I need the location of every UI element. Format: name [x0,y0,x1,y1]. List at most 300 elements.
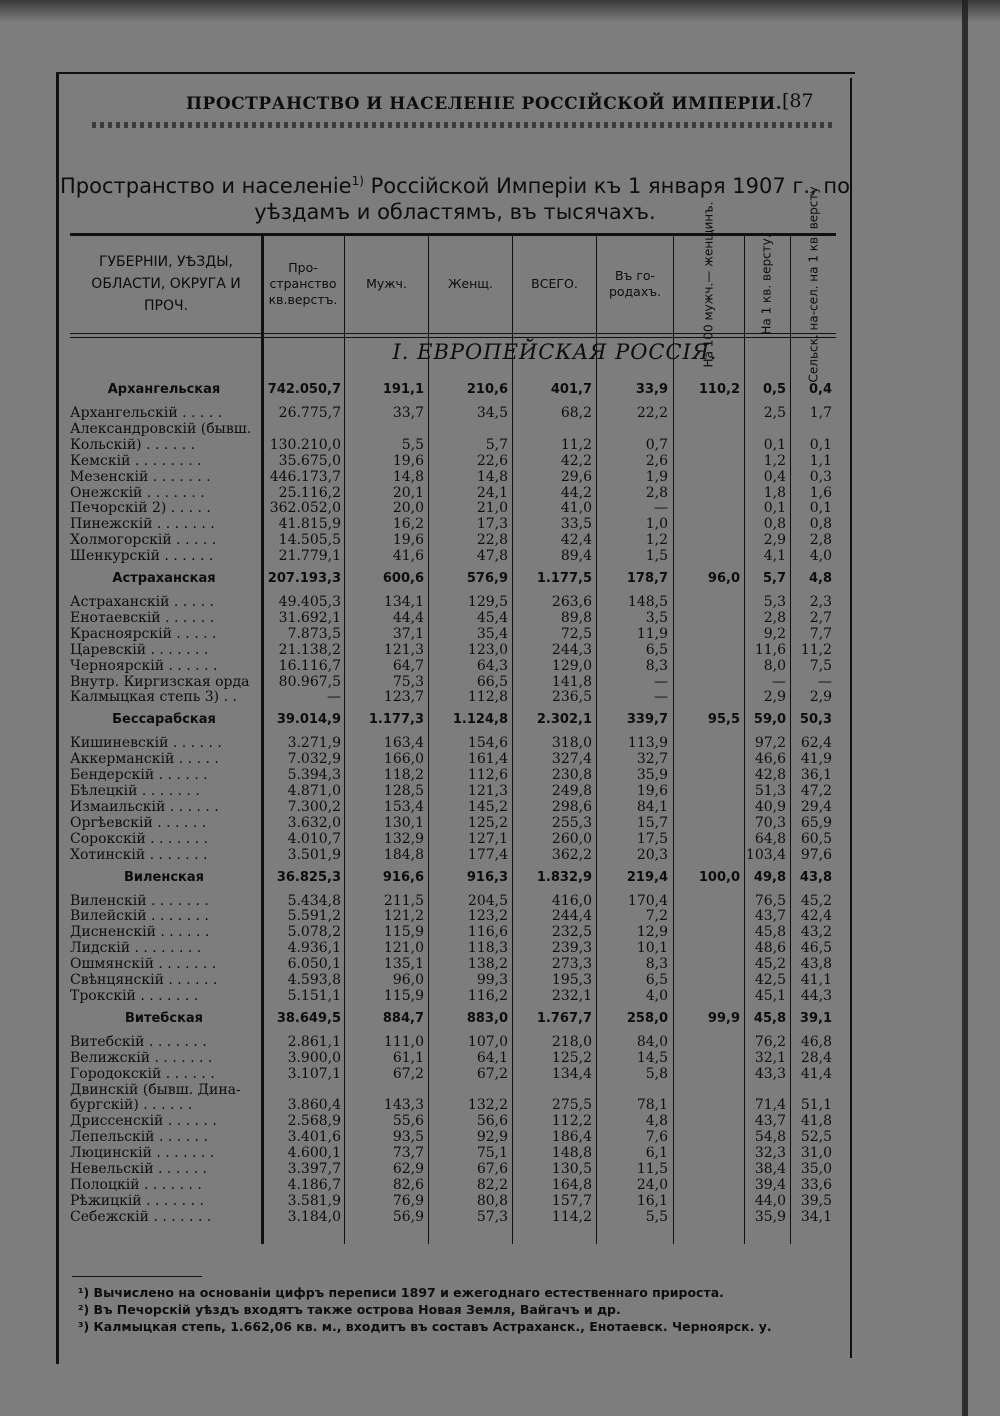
cell-rural: 2,7 [809,609,832,626]
cell-rural: 42,4 [800,908,832,925]
cell-women: 161,4 [467,751,508,768]
cell-rural: 39,5 [800,1192,832,1209]
cell-men: 33,7 [392,405,424,421]
cell-density: 35,9 [754,1208,786,1225]
cell-men: 884,7 [382,1010,424,1026]
cell-cities: 8,3 [645,657,668,674]
cell-area: 3.860,4 [287,1097,341,1114]
cell-total: 1.832,9 [536,869,592,885]
cell-total: 275,5 [551,1097,592,1114]
district-row [70,1097,836,1114]
district-row [70,610,836,627]
cell-total: 29,6 [560,468,592,485]
cell-cities: 20,3 [636,846,668,863]
row-name: Полоцкій . . . . . . . [70,1176,202,1193]
cell-rural: 60,5 [800,830,832,847]
cell-men: 75,3 [392,673,424,690]
header-ratio [674,201,744,367]
cell-area: 5.434,8 [287,892,341,909]
cell-density: 0,5 [762,382,786,397]
wavy-rule [92,122,832,128]
page-frame-right [850,78,852,1358]
district-row [70,485,836,502]
cell-rural: 33,6 [800,1176,832,1193]
row-name: Дисненскій . . . . . . [70,924,210,941]
cell-women: 45,4 [476,609,508,626]
row-name: Калмыцкая степь 3) . . [70,689,237,706]
cell-area: 7.032,9 [287,751,341,768]
cell-rural: 2,8 [809,532,832,549]
cell-rural: 4,8 [808,571,832,586]
cell-rural: 28,4 [800,1049,832,1066]
cell-density: 44,0 [754,1192,786,1209]
cell-density: 0,1 [763,436,786,453]
cell-men: 163,4 [383,735,424,752]
cell-rural: 46,8 [800,1033,832,1050]
cell-rural: 41,9 [800,751,832,768]
cell-rural: 41,8 [800,1113,832,1130]
cell-women: 22,6 [476,452,508,469]
header-density-text: На 1 кв. версту. [760,233,775,335]
row-name: Виленскій . . . . . . . [70,892,209,909]
cell-women: 64,3 [476,657,508,674]
cell-ratio: 95,5 [707,712,740,728]
cell-density: 5,3 [763,594,786,610]
footnote-rule [72,1276,202,1277]
cell-density: 2,9 [763,689,786,706]
cell-total: 255,3 [551,814,592,831]
header-name [72,236,260,332]
cell-density: 54,8 [754,1129,786,1146]
cell-women: 56,6 [476,1113,508,1130]
cell-total: 1.767,7 [536,1010,592,1026]
cell-cities: 1,9 [645,468,668,485]
cell-area: 38.649,5 [276,1010,341,1026]
cell-total: 89,8 [560,609,592,626]
cell-total: 239,3 [551,940,592,957]
row-name: Вилейскій . . . . . . . [70,908,209,925]
row-name: Виленская [124,869,204,885]
cell-area: 21.779,1 [278,548,341,565]
cell-men: 14,8 [392,468,424,485]
cell-density: 38,4 [754,1161,786,1177]
cell-area: 742.050,7 [267,382,341,397]
cell-cities: 19,6 [636,783,668,799]
district-row [70,1177,836,1194]
cell-total: 157,7 [551,1192,592,1209]
cell-total: 327,4 [551,751,592,768]
cell-area: 49.405,3 [278,594,341,610]
cell-rural: 46,5 [800,940,832,957]
province-row [70,869,836,886]
cell-total: 33,5 [560,516,592,533]
cell-cities: 1,2 [645,532,668,549]
row-name: Дриссенскій . . . . . . [70,1113,217,1130]
cell-men: 56,9 [392,1208,424,1225]
cell-women: 116,2 [467,987,508,1004]
district-row [70,1082,836,1099]
cell-men: 118,2 [383,767,424,784]
cell-density: 43,3 [754,1065,786,1082]
district-row [70,689,836,706]
district-row [70,767,836,784]
cell-men: 184,8 [383,846,424,863]
cell-total: 416,0 [551,892,592,909]
cell-total: 318,0 [551,735,592,752]
cell-density: 1,2 [763,452,786,469]
cell-men: 5,5 [401,436,424,453]
cell-total: 2.302,1 [536,712,592,728]
cell-area: 6.050,1 [287,956,341,973]
row-name: Онежскій . . . . . . . [70,484,205,501]
row-name: Холмогорскій . . . . . [70,532,217,549]
cell-rural: 41,1 [800,972,832,988]
cell-area: 4.010,7 [287,830,341,847]
cell-cities: 258,0 [626,1010,668,1026]
row-name: Витебская [124,1010,204,1026]
cell-area: 14.505,5 [278,532,341,549]
section-heading: I. ЕВРОПЕЙСКАЯ РОССІЯ. [392,340,718,364]
header-density [745,233,790,335]
province-row [70,381,836,398]
header-ratio-text: На 100 мужч.— женщинъ. [701,201,716,367]
cell-total: 260,0 [551,830,592,847]
cell-rural: 0,1 [809,500,832,517]
scan-top-shadow [0,0,1000,22]
cell-area: 2.861,1 [287,1033,341,1050]
cell-cities: 78,1 [636,1097,668,1114]
row-name: Витебскій . . . . . . . [70,1033,207,1050]
cell-area: 5.394,3 [287,767,341,784]
cell-area: 80.967,5 [278,673,341,690]
district-row [70,847,836,864]
header-rural-density [791,186,836,382]
cell-total: 72,5 [560,625,592,642]
district-row [70,532,836,549]
cell-total: 298,6 [551,798,592,815]
cell-men: 132,9 [383,830,424,847]
cell-women: 17,3 [476,516,508,533]
cell-area: 26.775,7 [278,405,341,421]
cell-total: 148,8 [551,1145,592,1162]
cell-rural: 0,8 [809,516,832,533]
cell-total: 195,3 [551,972,592,988]
cell-rural: — [818,673,832,690]
cell-total: 112,2 [551,1113,592,1130]
row-name: Кишиневскій . . . . . . [70,735,222,752]
cell-men: 67,2 [392,1065,424,1082]
cell-men: 115,9 [383,987,424,1004]
cell-total: 263,6 [551,594,592,610]
cell-women: 64,1 [476,1049,508,1066]
cell-cities: 32,7 [636,751,668,768]
cell-men: 121,3 [383,641,424,658]
cell-total: 164,8 [551,1176,592,1193]
row-name: Красноярскій . . . . . [70,625,217,642]
cell-rural: 45,2 [800,892,832,909]
cell-cities: 6,5 [645,641,668,658]
cell-density: 76,5 [754,892,786,909]
cell-total: 218,0 [551,1033,592,1050]
cell-area: 21.138,2 [278,641,341,658]
cell-ratio: 110,2 [698,382,740,397]
district-row [70,751,836,768]
row-name: Ошмянскій . . . . . . . [70,956,217,973]
district-row [70,405,836,422]
cell-women: 107,0 [467,1033,508,1050]
cell-rural: 43,2 [800,924,832,941]
cell-women: 5,7 [485,436,508,453]
cell-area: 31.692,1 [278,609,341,626]
title-footnote-ref: 1) [351,174,364,188]
cell-women: 67,6 [476,1161,508,1177]
cell-women: 576,9 [466,571,508,586]
cell-women: 138,2 [467,956,508,973]
cell-cities: 11,5 [636,1161,668,1177]
cell-cities: 8,3 [645,956,668,973]
header-area [262,236,344,332]
cell-cities: 5,5 [645,1208,668,1225]
district-row [70,1034,836,1051]
cell-women: 22,8 [476,532,508,549]
cell-rural: 44,3 [800,987,832,1004]
cell-rural: 34,1 [800,1208,832,1225]
cell-density: 0,1 [763,500,786,517]
cell-density: 51,3 [754,783,786,799]
cell-men: 134,1 [383,594,424,610]
district-row [70,642,836,659]
row-name: Внутр. Киргизская орда [70,673,250,690]
row-name: Кольскій) . . . . . . [70,436,196,453]
page-number: [87 [782,90,814,112]
row-name: Царевскій . . . . . . . [70,641,209,658]
district-row [70,735,836,752]
cell-men: 20,0 [392,500,424,517]
cell-total: 89,4 [560,548,592,565]
cell-men: 135,1 [383,956,424,973]
cell-women: 121,3 [467,783,508,799]
cell-men: 111,0 [383,1033,424,1050]
cell-area: 446.173,7 [269,468,341,485]
cell-rural: 43,8 [800,956,832,973]
cell-cities: 1,5 [645,548,668,565]
cell-density: 5,7 [762,571,786,586]
cell-men: 41,6 [392,548,424,565]
cell-women: 123,0 [467,641,508,658]
district-row [70,799,836,816]
cell-total: 1.177,5 [536,571,592,586]
title-part-a: Пространство и населеніе [60,174,352,198]
cell-women: 82,2 [476,1176,508,1193]
cell-density: 49,8 [753,869,786,885]
cell-men: 64,7 [392,657,424,674]
row-name: Велижскій . . . . . . . [70,1049,213,1066]
cell-total: 130,5 [551,1161,592,1177]
district-row [70,658,836,675]
row-name: Свѣнцянскій . . . . . . [70,972,218,988]
row-name: Бендерскій . . . . . . [70,767,208,784]
row-name: Сорокскій . . . . . . . [70,830,208,847]
cell-cities: — [654,500,668,517]
row-name: бургскій) . . . . . . [70,1097,193,1114]
district-row [70,1209,836,1226]
district-row [70,437,836,454]
row-name: Архангельскій . . . . . [70,405,223,421]
cell-rural: 0,4 [808,382,832,397]
district-row [70,421,836,438]
cell-rural: 36,1 [800,767,832,784]
footnote-3: ³) Калмыцкая степь, 1.662,06 кв. м., входитъ въ составъ Астраханск., Енотаевск. Черноярск. у. [78,1319,772,1334]
row-name: Астраханскій . . . . . [70,594,214,610]
cell-men: 20,1 [392,484,424,501]
header-women [429,236,512,332]
row-name: Аккерманскій . . . . . [70,751,219,768]
cell-total: 11,2 [560,436,592,453]
footnote-2: ²) Въ Печорскій уѣздъ входятъ также острова Новая Земля, Вайгачъ и др. [78,1302,621,1317]
cell-area: 39.014,9 [276,712,341,728]
district-row [70,1113,836,1130]
cell-area: 4.600,1 [287,1145,341,1162]
cell-density: 48,6 [754,940,786,957]
district-row [70,626,836,643]
province-row [70,570,836,587]
cell-density: 2,8 [763,609,786,626]
cell-cities: 33,9 [635,382,668,397]
cell-cities: 4,8 [645,1113,668,1130]
cell-men: 19,6 [392,452,424,469]
cell-density: 45,1 [754,987,786,1004]
cell-total: 232,1 [551,987,592,1004]
cell-men: 44,4 [392,609,424,626]
district-row [70,783,836,800]
cell-rural: 65,9 [800,814,832,831]
cell-rural: 31,0 [800,1145,832,1162]
cell-total: 141,8 [551,673,592,690]
cell-women: 112,8 [467,689,508,706]
cell-women: 1.124,8 [452,712,508,728]
cell-area: 35.675,0 [278,452,341,469]
cell-total: 232,5 [551,924,592,941]
cell-cities: 12,9 [636,924,668,941]
cell-cities: 148,5 [627,594,668,610]
cell-men: 153,4 [383,798,424,815]
cell-women: 204,5 [467,892,508,909]
running-head [60,90,840,120]
cell-ratio: 96,0 [707,571,740,586]
cell-cities: 7,2 [645,908,668,925]
row-name: Мезенскій . . . . . . . [70,468,211,485]
cell-men: 19,6 [392,532,424,549]
cell-women: 883,0 [466,1010,508,1026]
cell-rural: 0,3 [809,468,832,485]
cell-men: 73,7 [392,1145,424,1162]
cell-men: 600,6 [382,571,424,586]
cell-density: 11,6 [754,641,786,658]
cell-cities: 2,6 [645,452,668,469]
cell-men: 62,9 [392,1161,424,1177]
header-total-text: ВСЕГО. [531,276,578,291]
cell-women: 75,1 [476,1145,508,1162]
cell-cities: 84,1 [636,798,668,815]
cell-total: 273,3 [551,956,592,973]
cell-area: 5.151,1 [287,987,341,1004]
row-name: Архангельская [107,382,221,397]
district-row [70,988,836,1005]
cell-rural: 29,4 [800,798,832,815]
cell-area: 3.184,0 [287,1208,341,1225]
cell-women: 24,1 [476,484,508,501]
cell-cities: 14,5 [636,1049,668,1066]
row-name: Городокскій . . . . . . [70,1065,215,1082]
row-name: Хотинскій . . . . . . . [70,846,208,863]
cell-men: 76,9 [392,1192,424,1209]
row-name: Себежскій . . . . . . . [70,1208,212,1225]
district-row [70,1050,836,1067]
cell-total: 362,2 [551,846,592,863]
district-row [70,972,836,989]
cell-density: 39,4 [754,1176,786,1193]
cell-rural: 51,1 [800,1097,832,1114]
cell-men: 1.177,3 [368,712,424,728]
district-row [70,594,836,611]
cell-total: 42,2 [560,452,592,469]
cell-cities: 5,8 [645,1065,668,1082]
cell-density: 59,0 [753,712,786,728]
cell-area: 362.052,0 [269,500,341,517]
cell-women: 145,2 [467,798,508,815]
cell-area: 3.397,7 [287,1161,341,1177]
cell-cities: 178,7 [626,571,668,586]
cell-area: 3.401,6 [287,1129,341,1146]
cell-men: 916,6 [382,869,424,885]
cell-total: 114,2 [551,1208,592,1225]
cell-area: 7.300,2 [287,798,341,815]
cell-total: 186,4 [551,1129,592,1146]
cell-rural: 43,8 [799,869,832,885]
header-name-text: ГУБЕРНІИ, УѢЗДЫ, ОБЛАСТИ, ОКРУГА И ПРОЧ. [91,254,241,314]
cell-density: 45,8 [754,924,786,941]
cell-cities: 15,7 [636,814,668,831]
table-title [60,168,850,225]
title-line-1 [60,168,850,199]
row-name: Измаильскій . . . . . . [70,798,219,815]
cell-density: 0,8 [763,516,786,533]
header-men [345,236,428,332]
cell-women: 210,6 [466,382,508,397]
cell-rural: 1,1 [809,452,832,469]
cell-density: 64,8 [754,830,786,847]
cell-area: 5.078,2 [287,924,341,941]
cell-women: 80,8 [476,1192,508,1209]
cell-men: 82,6 [392,1176,424,1193]
cell-men: 191,1 [382,382,424,397]
cell-cities: 339,7 [626,712,668,728]
cell-density: 76,2 [754,1033,786,1050]
cell-rural: 4,0 [809,548,832,565]
cell-men: 211,5 [383,892,424,909]
cell-cities: 3,5 [645,609,668,626]
cell-rural: 11,2 [800,641,832,658]
district-row [70,1066,836,1083]
cell-men: 115,9 [383,924,424,941]
cell-area: 3.501,9 [287,846,341,863]
province-row [70,711,836,728]
header-area-text: Про-странство кв.верстъ. [268,260,338,307]
cell-cities: 22,2 [636,405,668,421]
cell-density: 1,8 [763,484,786,501]
cell-rural: 50,3 [799,712,832,728]
cell-men: 121,0 [383,940,424,957]
